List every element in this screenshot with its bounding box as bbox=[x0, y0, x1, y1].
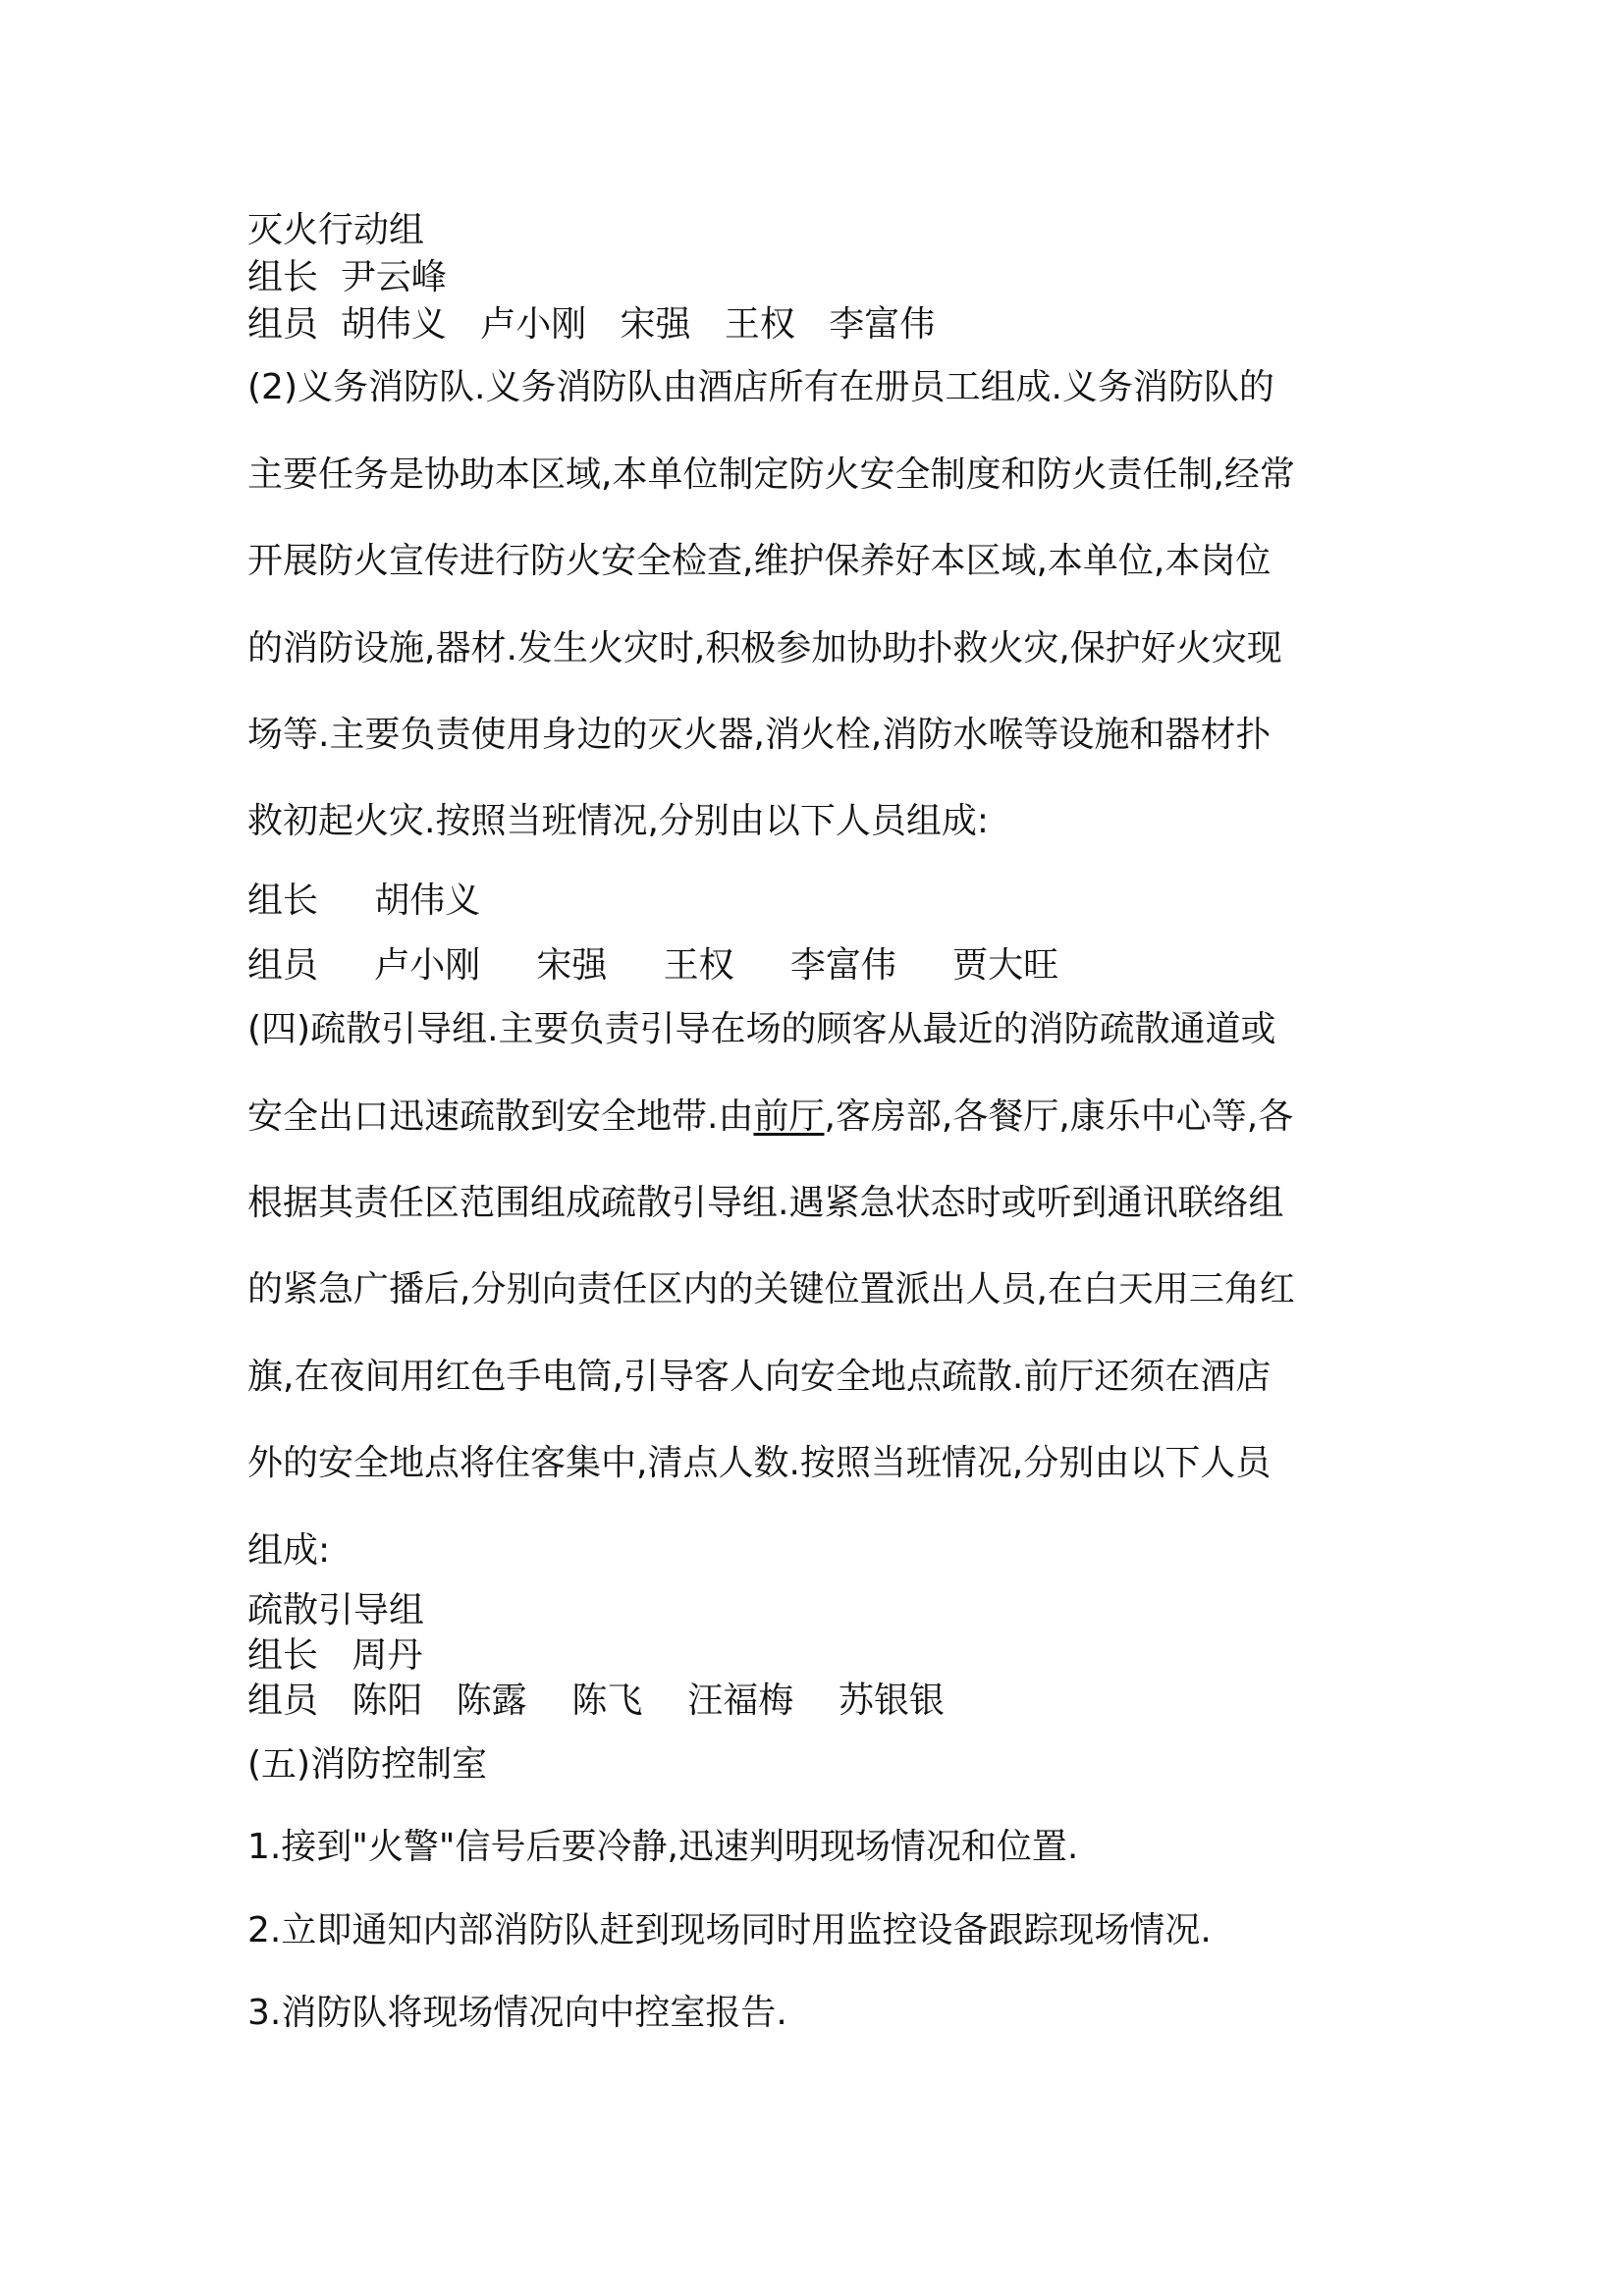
volunteer-team-line-3: 开展防火宣传进行防火安全检查,维护保养好本区域,本单位,本岗位 bbox=[247, 541, 1272, 581]
evacuation-line-3: 根据其责任区范围组成疏散引导组.遇紧急状态时或听到通讯联络组 bbox=[247, 1183, 1284, 1223]
volunteer-team-line-4: 的消防设施,器材.发生火灾时,积极参加协助扑救火灾,保护好火灾现 bbox=[247, 628, 1282, 668]
volunteer-team-line-5: 场等.主要负责使用身边的灭火器,消火栓,消防水喉等设施和器材扑 bbox=[247, 715, 1272, 755]
control-room-step-2: 2.立即通知内部消防队赶到现场同时用监控设备跟踪现场情况. bbox=[247, 1910, 1212, 1950]
evacuation-group-leader: 组长 周丹 bbox=[247, 1635, 423, 1676]
evacuation-line-7: 组成: bbox=[247, 1530, 331, 1571]
evacuation-line-5: 旗,在夜间用红色手电筒,引导客人向安全地点疏散.前厅还须在酒店 bbox=[247, 1357, 1272, 1397]
volunteer-team-line-1: (2)义务消防队.义务消防队由酒店所有在册员工组成.义务消防队的 bbox=[247, 367, 1274, 407]
evacuation-group-members: 组员 陈阳 陈露 陈飞 汪福梅 苏银银 bbox=[247, 1681, 945, 1721]
volunteer-team-line-6: 救初起火灾.按照当班情况,分别由以下人员组成: bbox=[247, 801, 990, 841]
evacuation-line-2-start: 安全出口迅速疏散到安全地带.由 bbox=[247, 1096, 754, 1137]
volunteer-team-leader: 组长 胡伟义 bbox=[247, 881, 481, 921]
control-room-step-3: 3.消防队将现场情况向中控室报告. bbox=[247, 1993, 787, 2033]
fire-action-group-leader: 组长 尹云峰 bbox=[247, 257, 447, 297]
front-desk-link[interactable]: 前厅 bbox=[753, 1096, 825, 1137]
volunteer-team-line-2: 主要任务是协助本区域,本单位制定防火安全制度和防火责任制,经常 bbox=[247, 454, 1295, 495]
evacuation-group-title: 疏散引导组 bbox=[247, 1590, 425, 1630]
volunteer-team-members: 组员 卢小刚 宋强 王权 李富伟 贾大旺 bbox=[247, 945, 1059, 986]
control-room-title: (五)消防控制室 bbox=[247, 1744, 488, 1785]
evacuation-line-2-end: ,客房部,各餐厅,康乐中心等,各 bbox=[824, 1096, 1294, 1137]
evacuation-line-2 bbox=[247, 1095, 1293, 1139]
control-room-step-1: 1.接到"火警"信号后要冷静,迅速判明现场情况和位置. bbox=[247, 1827, 1079, 1867]
evacuation-line-6: 外的安全地点将住客集中,清点人数.按照当班情况,分别由以下人员 bbox=[247, 1443, 1272, 1483]
evacuation-line-1: (四)疏散引导组.主要负责引导在场的顾客从最近的消防疏散通道或 bbox=[247, 1009, 1276, 1049]
fire-action-group-members: 组员 胡伟义 卢小刚 宋强 王权 李富伟 bbox=[247, 304, 936, 345]
fire-action-group-title: 灭火行动组 bbox=[247, 210, 425, 250]
evacuation-line-4: 的紧急广播后,分别向责任区内的关键位置派出人员,在白天用三角红 bbox=[247, 1269, 1295, 1309]
